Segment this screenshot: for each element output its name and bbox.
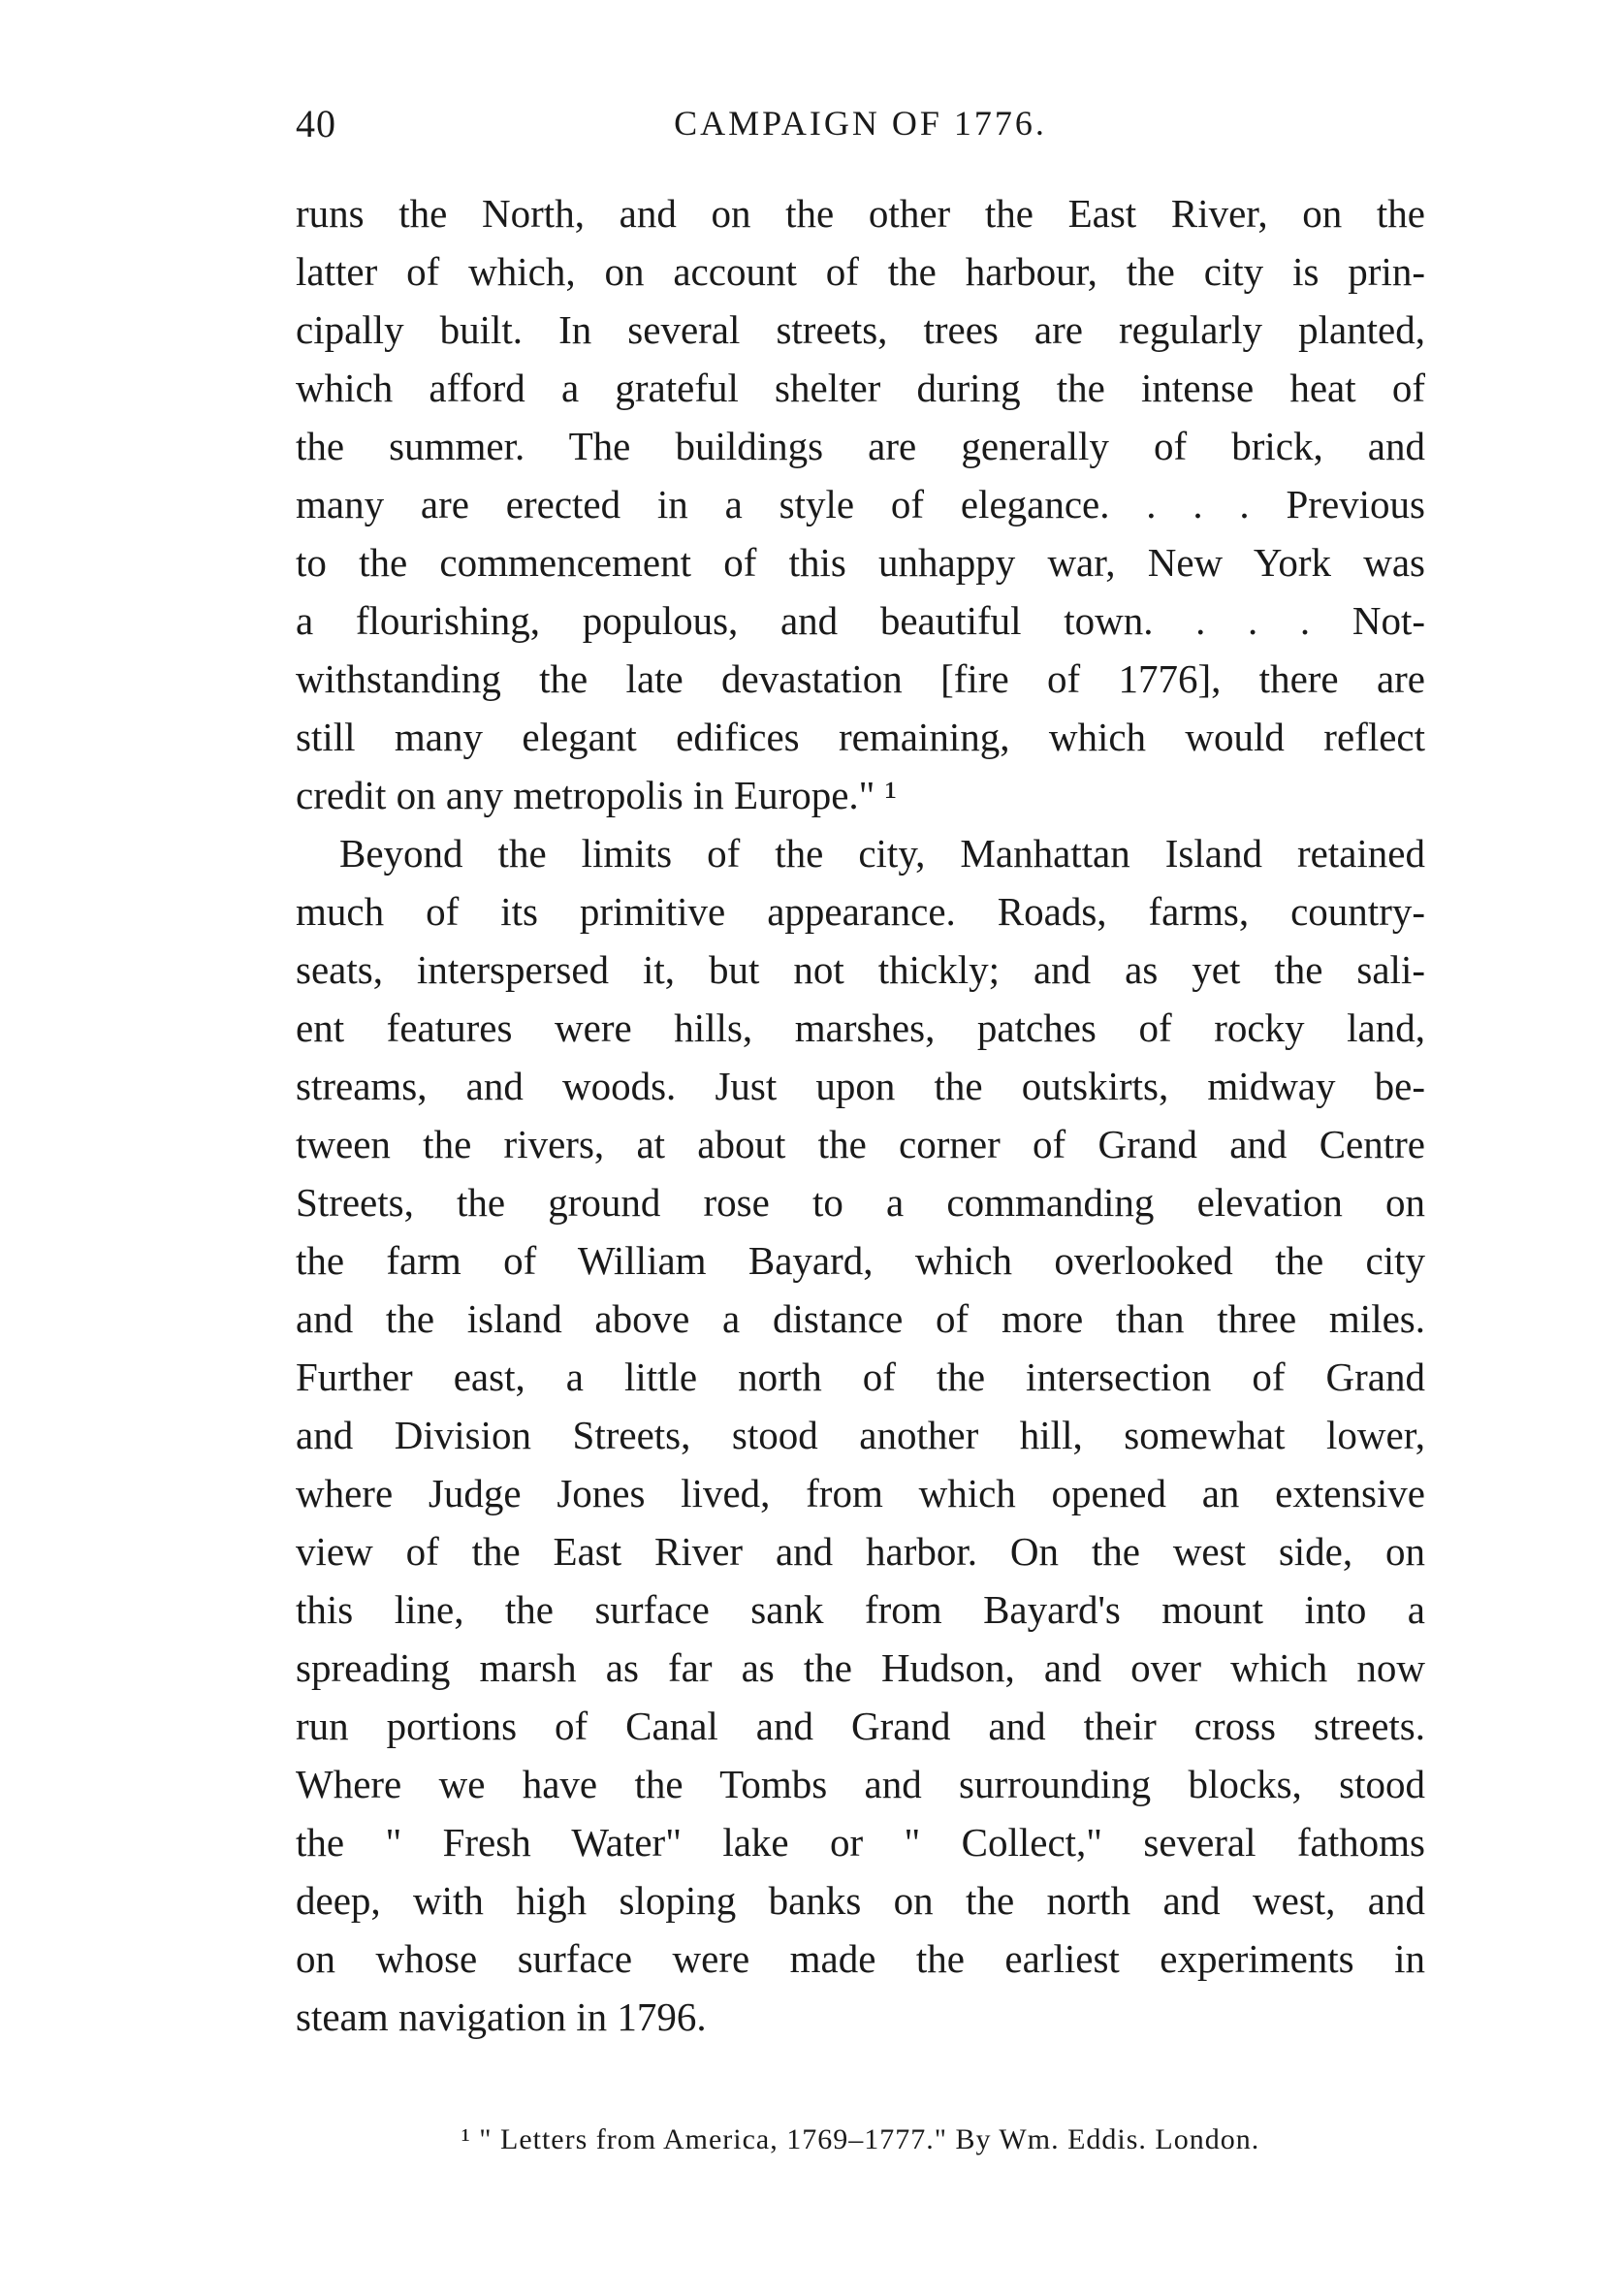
text-line: Further east, a little north of the intersection of Grand <box>296 1355 1425 1399</box>
text-line: the " Fresh Water" lake or " Collect," several fathoms <box>296 1820 1425 1865</box>
text-line: and Division Streets, stood another hill, somewhat lower, <box>296 1413 1425 1457</box>
text-line: on whose surface were made the earliest experiments in <box>296 1936 1425 1981</box>
text-line: cipally built. In several streets, trees are regularly planted, <box>296 307 1425 352</box>
text-line: credit on any metropolis in Europe." ¹ <box>296 773 897 817</box>
text-line: deep, with high sloping banks on the north and west, and <box>296 1878 1425 1923</box>
text-line: spreading marsh as far as the Hudson, and over which now <box>296 1645 1425 1690</box>
text-line: much of its primitive appearance. Roads, farms, country- <box>296 889 1425 934</box>
text-line: a flourishing, populous, and beautiful town. . . . Not- <box>296 598 1425 643</box>
text-line: seats, interspersed it, but not thickly; and as yet the sali- <box>296 947 1425 992</box>
page-number: 40 <box>296 102 336 145</box>
text-line: streams, and woods. Just upon the outskirts, midway be- <box>296 1064 1425 1108</box>
text-line: which afford a grateful shelter during the intense heat of <box>296 366 1425 410</box>
text-line: tween the rivers, at about the corner of Grand and Centre <box>296 1122 1425 1166</box>
text-line: run portions of Canal and Grand and their cross streets. <box>296 1704 1425 1748</box>
text-line: Beyond the limits of the city, Manhattan Island retained <box>339 831 1425 876</box>
text-line: the summer. The buildings are generally of brick, and <box>296 424 1425 468</box>
text-line: view of the East River and harbor. On the west side, on <box>296 1529 1425 1574</box>
body-text <box>296 184 1425 2046</box>
text-line: this line, the surface sank from Bayard's mount into a <box>296 1587 1425 1632</box>
page-header <box>296 101 1425 159</box>
text-line: the farm of William Bayard, which overlooked the city <box>296 1238 1425 1283</box>
text-line: runs the North, and on the other the East River, on the <box>296 191 1425 236</box>
text-line: Streets, the ground rose to a commanding elevation on <box>296 1180 1425 1225</box>
text-line: and the island above a distance of more than three miles. <box>296 1296 1425 1341</box>
text-line: withstanding the late devastation [fire of 1776], there are <box>296 656 1425 701</box>
text-line: many are erected in a style of elegance. . . . Previous <box>296 482 1425 526</box>
text-line: where Judge Jones lived, from which opened an extensive <box>296 1471 1425 1515</box>
footnote: ¹ " Letters from America, 1769–1777." By Wm. Eddis. London. <box>461 2123 1260 2155</box>
text-line: still many elegant edifices remaining, which would reflect <box>296 715 1425 759</box>
text-line: latter of which, on account of the harbour, the city is prin- <box>296 249 1425 294</box>
text-line: steam navigation in 1796. <box>296 1994 707 2039</box>
text-line: ent features were hills, marshes, patches of rocky land, <box>296 1005 1425 1050</box>
running-title: CAMPAIGN OF 1776. <box>674 104 1047 143</box>
text-line: Where we have the Tombs and surrounding blocks, stood <box>296 1762 1425 1806</box>
text-line: to the commencement of this unhappy war, New York was <box>296 540 1425 585</box>
